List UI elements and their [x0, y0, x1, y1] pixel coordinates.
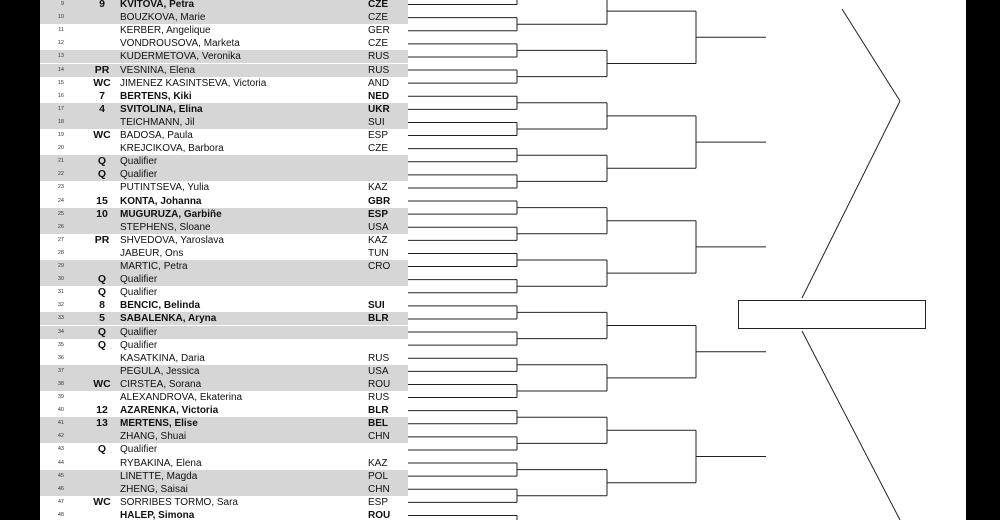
player-seed: Q	[97, 273, 107, 286]
player-name: SHVEDOVA, Yaroslava	[120, 234, 224, 246]
player-name: ALEXANDROVA, Ekaterina	[120, 392, 243, 403]
row-number: 44	[57, 459, 64, 466]
row-number: 17	[57, 105, 64, 112]
player-name: KASATKINA, Daria	[120, 352, 205, 364]
row-number: 38	[57, 380, 64, 387]
player-nation: RUS	[368, 51, 390, 63]
row-number: 27	[57, 236, 64, 243]
player-nation: SUI	[368, 116, 385, 128]
player-nation: KAZ	[368, 457, 388, 469]
row-number: 39	[57, 394, 64, 400]
player-name: ZHENG, Saisai	[120, 483, 188, 495]
row-number: 25	[57, 210, 64, 217]
player-seed: 15	[96, 194, 108, 207]
row-number: 43	[57, 446, 64, 453]
player-nation: AND	[368, 77, 390, 89]
player-seed: Q	[97, 155, 107, 168]
player-nation: CHN	[368, 483, 390, 495]
row-number: 34	[57, 328, 64, 335]
player-seed: PR	[94, 233, 110, 246]
player-seed: Q	[97, 168, 107, 181]
row-number: 35	[57, 341, 64, 348]
player-seed: WC	[93, 495, 111, 508]
player-seed: WC	[93, 76, 111, 89]
player-name: MARTIC, Petra	[120, 261, 188, 272]
row-number: 37	[57, 367, 64, 374]
player-nation: SUI	[368, 300, 385, 312]
winner-box	[738, 300, 926, 329]
player-name: AZARENKA, Victoria	[120, 405, 219, 417]
player-seed: 10	[96, 207, 108, 220]
player-nation: KAZ	[368, 182, 388, 194]
player-name: JABEUR, Ons	[120, 247, 184, 259]
player-nation: BEL	[368, 418, 388, 430]
player-name: PUTINTSEVA, Yulia	[120, 182, 210, 194]
player-nation: GBR	[368, 195, 391, 207]
row-number: 16	[57, 92, 64, 99]
player-seed: WC	[93, 129, 111, 141]
player-name: STEPHENS, Sloane	[120, 221, 211, 233]
player-seed: 13	[96, 417, 108, 430]
player-name: Qualifier	[120, 287, 158, 299]
player-name: LINETTE, Magda	[120, 470, 198, 482]
player-name: ZHANG, Shuai	[120, 431, 187, 443]
player-name: SVITOLINA, Elina	[120, 103, 203, 115]
row-number: 40	[57, 407, 64, 414]
player-nation: CZE	[368, 38, 388, 50]
player-name: BENCIC, Belinda	[120, 300, 201, 312]
row-number: 41	[57, 420, 64, 427]
draw-sheet	[40, 0, 966, 520]
row-number: 28	[57, 249, 64, 256]
player-name: Qualifier	[120, 444, 158, 456]
player-name: SORRIBES TORMO, Sara	[120, 496, 238, 508]
player-seed: 8	[99, 299, 105, 312]
player-name: KREJCIKOVA, Barbora	[120, 143, 224, 155]
row-number: 26	[57, 223, 64, 230]
row-number: 42	[57, 433, 64, 440]
player-name: BOUZKOVA, Marie	[120, 12, 206, 24]
row-number: 36	[57, 354, 64, 361]
row-number: 10	[57, 14, 64, 21]
player-name: RYBAKINA, Elena	[120, 457, 202, 469]
semifinal-line-top	[802, 101, 900, 298]
player-nation: GER	[368, 25, 390, 37]
player-name: KVITOVA, Petra	[120, 0, 195, 10]
bracket-lines	[40, 0, 966, 520]
row-number: 45	[57, 472, 64, 479]
row-number: 18	[57, 118, 64, 125]
player-name: CIRSTEA, Sorana	[120, 378, 202, 390]
row-number: 33	[57, 315, 64, 322]
player-name: BERTENS, Kiki	[120, 90, 192, 102]
player-nation: RUS	[368, 64, 390, 76]
row-number: 47	[57, 498, 64, 505]
player-name: VONDROUSOVA, Marketa	[120, 38, 240, 50]
player-name: KONTA, Johanna	[120, 195, 202, 207]
row-number: 12	[57, 40, 64, 47]
player-seed: PR	[94, 63, 110, 76]
row-number: 46	[57, 485, 64, 492]
player-nation: ROU	[368, 378, 391, 390]
player-seed: 7	[99, 89, 105, 102]
row-number: 19	[57, 132, 64, 138]
player-nation: RUS	[368, 392, 390, 403]
player-name: Qualifier	[120, 339, 158, 351]
player-nation: CZE	[368, 143, 388, 155]
row-number: 22	[57, 171, 64, 178]
player-nation: USA	[368, 365, 389, 377]
player-name: Qualifier	[120, 326, 158, 338]
player-nation: ESP	[368, 208, 389, 220]
player-seed: Q	[97, 443, 107, 456]
row-number: 24	[57, 197, 64, 204]
row-number: 32	[57, 302, 64, 309]
player-seed: WC	[93, 377, 111, 390]
player-name: Qualifier	[120, 274, 158, 286]
player-nation: TUN	[368, 247, 389, 259]
row-number: 21	[57, 158, 64, 165]
player-nation: BLR	[368, 313, 389, 325]
player-name: PEGULA, Jessica	[120, 365, 200, 377]
player-name: Qualifier	[120, 169, 158, 181]
row-number: 11	[58, 27, 64, 34]
player-seed: Q	[97, 286, 107, 299]
player-seed: 4	[99, 102, 105, 115]
player-seed: Q	[97, 338, 107, 351]
player-seed: 5	[99, 312, 105, 325]
player-nation: ESP	[368, 130, 389, 141]
semifinal-line-top-b	[842, 9, 900, 101]
row-number: 31	[57, 289, 64, 296]
player-name: Qualifier	[120, 156, 158, 168]
player-nation: CRO	[368, 261, 391, 272]
player-nation: NED	[368, 90, 390, 102]
row-number: 14	[57, 66, 64, 73]
player-nation: UKR	[368, 103, 390, 115]
player-nation: CZE	[368, 0, 388, 10]
player-name: TEICHMANN, Jil	[120, 116, 195, 128]
player-nation: CHN	[368, 431, 390, 443]
semifinal-line-bottom	[802, 331, 900, 520]
player-nation: CZE	[368, 12, 388, 24]
player-nation: RUS	[368, 352, 390, 364]
player-name: KUDERMETOVA, Veronika	[120, 51, 241, 63]
player-nation: USA	[368, 221, 389, 233]
row-number: 48	[57, 511, 64, 518]
row-number: 29	[57, 263, 64, 269]
player-seed: 9	[99, 0, 105, 10]
player-nation: ESP	[368, 496, 389, 508]
player-name: MERTENS, Elise	[120, 418, 198, 430]
row-number: 23	[57, 184, 64, 191]
row-number: 13	[57, 53, 64, 60]
player-seed: 12	[96, 404, 108, 417]
player-nation: BLR	[368, 405, 389, 417]
player-nation: KAZ	[368, 234, 388, 246]
player-name: HALEP, Simona	[120, 509, 195, 520]
player-name: MUGURUZA, Garbiñe	[120, 208, 222, 220]
player-name: BADOSA, Paula	[120, 130, 193, 141]
row-number: 20	[57, 145, 64, 152]
player-seed: Q	[97, 325, 107, 338]
player-name: JIMENEZ KASINTSEVA, Victoria	[120, 77, 267, 89]
player-name: VESNINA, Elena	[120, 64, 196, 76]
row-number: 9	[60, 1, 64, 7]
player-name: KERBER, Angelique	[120, 25, 211, 37]
player-name: SABALENKA, Aryna	[120, 313, 217, 325]
player-nation: POL	[368, 470, 389, 482]
row-number: 15	[57, 79, 64, 86]
row-number: 30	[57, 276, 64, 283]
player-nation: ROU	[368, 509, 391, 520]
